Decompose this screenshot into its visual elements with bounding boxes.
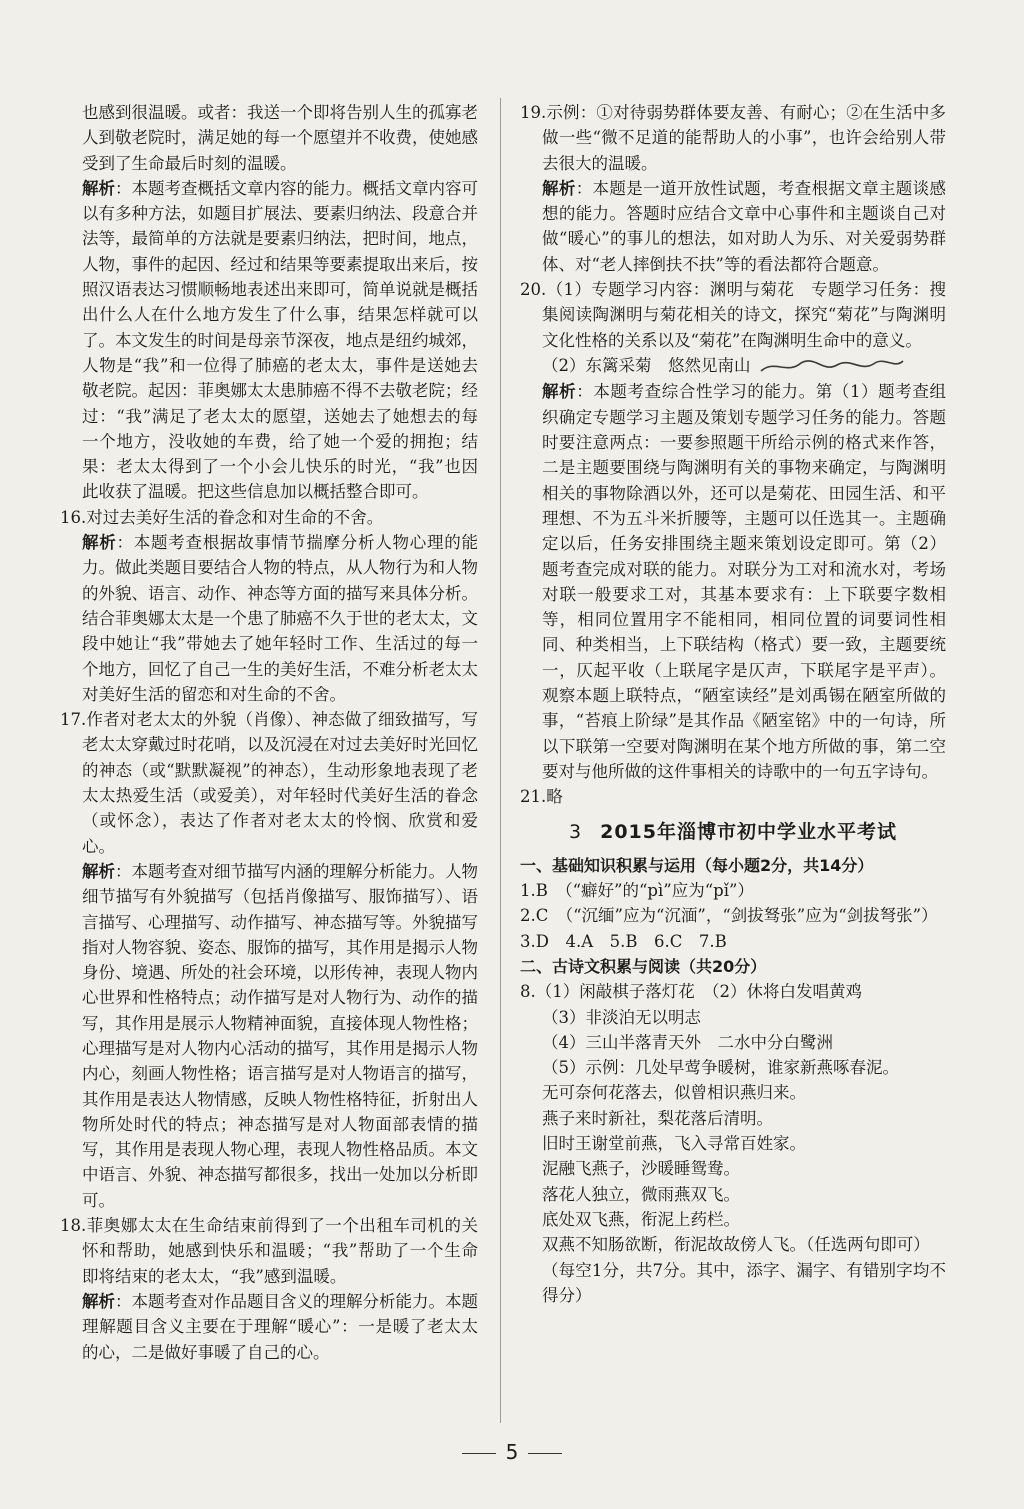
scoring-note: （每空1分，共7分。其中，添字、漏字、有错别字均不得分） [542, 1260, 946, 1305]
answer-8-5: （5）示例：几处早莺争暖树，谁家新燕啄春泥。 [542, 1058, 899, 1078]
poem-line: 落花人独立，微雨燕双飞。 [542, 1184, 740, 1204]
answer-20-part2: （2）东篱采菊 悠然见南山 [520, 353, 946, 380]
analysis-17: 解析：本题考查对细节描写内涵的理解分析能力。人物细节描写有外貌描写（包括肖像描写、服饰描写）、语言描写、心理描写、动作描写、神态描写等。外貌描写指对人物容貌、姿态、服饰的描写，其作用是揭示人物身份、境遇、所处的社会环境，以形传神，表现人物内心世界和性格特点；动作描写是对人物行为、动作的描写，其作用是展示人物精神面貌，直接体现人物性格；心理描写是对人物内心活动的描写，其作用是揭示人物内心，刻画人物性格；语言描写是对人物语言的描写，其作用是表达人物情感，反映人物性格特征，折射出人物所处时代的特点；神态描写是对人物面部表情的描写，其作用是表现人物心理，表现人物性格品质。本文中语言、外貌、神态描写都很多，找出一处加以分析即可。 [82, 861, 478, 1210]
analysis-label: 解析 [82, 861, 115, 881]
poem-line: 泥融飞燕子，沙暖睡鸳鸯。 [542, 1159, 740, 1179]
poem-line: 燕子来时新社，梨花落后清明。 [542, 1108, 773, 1128]
analysis-label: 解析 [82, 533, 117, 553]
page-footer [0, 1440, 1024, 1464]
section-title: 3 2015年淄博市初中学业水平考试 [569, 820, 897, 843]
handwritten-scribble-icon [757, 353, 907, 379]
analysis-label: 解析 [542, 382, 577, 402]
answer-18: 18.菲奥娜太太在生命结束前得到了一个出租车司机的关怀和帮助，她感到快乐和温暖；“我”帮助了一个生命即将结束的老太太，“我”感到温暖。 [60, 1216, 478, 1286]
answer-21: 21.略 [520, 787, 563, 807]
answer-8-1: 8.（1）闲敲棋子落灯花 （2）休将白发唱黄鸡 [520, 982, 862, 1002]
column-divider [500, 98, 501, 1423]
answer-16: 16.对过去美好生活的眷念和对生命的不舍。 [60, 507, 384, 527]
answer-19: 19.示例：①对待弱势群体要友善、有耐心；②在生活中多做一些“微不足道的能帮助人的小事”，也许会给别人带去很大的温暖。 [520, 103, 946, 173]
footer-dash [528, 1453, 562, 1454]
poem-line: 旧时王谢堂前燕，飞入寻常百姓家。 [542, 1134, 806, 1154]
answers-3-7: 3.D 4.A 5.B 6.C 7.B [520, 931, 727, 951]
analysis-16: 解析：本题考查根据故事情节揣摩分析人物心理的能力。做此类题目要结合人物的特点，从人物行为和人物的外貌、语言、动作、神态等方面的描写来具体分析。结合菲奥娜太太是一个患了肺癌不久于世的老太太，文段中她让“我”带她去了她年轻时工作、生活过的每一个地方，回忆了自己一生的美好生活，不难分析老太太对美好生活的留恋和对生命的不舍。 [82, 533, 478, 704]
answer-8-3: （3）非淡泊无以明志 [542, 1007, 701, 1027]
analysis-label: 解析 [542, 178, 576, 198]
answer-8-4: （4）三山半落青天外 二水中分白鹭洲 [542, 1032, 833, 1052]
analysis-15: 解析：本题考查概括文章内容的能力。概括文章内容可以有多种方法，如题目扩展法、要素归纳法、段意合并法等，最简单的方法就是要素归纳法，把时间，地点，人物，事件的起因、经过和结果等要素提取出来后，按照汉语表达习惯顺畅地表述出来即可，简单说就是概括出什么人在什么地方发生了什么事，结果怎样就可以了。本文发生的时间是母亲节深夜，地点是纽约城郊，人物是“我”和一位得了肺癌的老太太，事件是送她去敬老院。起因：菲奥娜太太患肺癌不得不去敬老院；经过：“我”满足了老太太的愿望，送她去了她想去的每一个地方，没收她的车费，给了她一个爱的拥抱；结果：老太太得到了一个小会儿快乐的时光，“我”也因此收获了温暖。把这些信息加以概括整合即可。 [82, 178, 478, 502]
analysis-label: 解析 [82, 178, 115, 198]
analysis-20: 解析：本题考查综合性学习的能力。第（1）题考查组织确定专题学习主题及策划专题学习任务的能力。答题时要注意两点：一要参照题干所给示例的格式来作答，二是主题要围绕与陶渊明有关的事物来确定，与陶渊明相关的事物除酒以外，还可以是菊花、田园生活、和平理想、不为五斗米折腰等，主题可以任选其一。主题确定以后，任务安排围绕主题来策划设定即可。第（2）题考查完成对联的能力。对联分为工对和流水对，考场对联一般要求工对，其基本要求有：上下联要字数相等，相同位置用字不能相同，相同位置的词要词性相同、种类相当，上下联结构（格式）要一致，主题要统一，仄起平收（上联尾字是仄声，下联尾字是平声）。观察本题上联特点，“陋室读经”是刘禹锡在陋室所做的事，“苔痕上阶绿”是其作品《陋室铭》中的一句诗，所以下联第一空要对陶渊明在某个地方所做的事，第二空要对与他所做的这件事相关的诗歌中的一句五字诗句。 [542, 382, 946, 781]
analysis-19: 解析：本题是一道开放性试题，考查根据文章主题谈感想的能力。答题时应结合文章中心事件和主题谈自己对做“暖心”的事儿的想法，如对助人为乐、对关爱弱势群体、对“老人摔倒扶不扶”等的看法都符合题意。 [542, 178, 947, 274]
part2-heading: 二、古诗文积累与阅读（共20分） [520, 957, 767, 976]
answer-2: 2.C （“沉缅”应为“沉湎”，“剑拔驽张”应为“剑拔弩张”） [520, 906, 938, 926]
answer-17: 17.作者对老太太的外貌（肖像）、神态做了细致描写，写老太太穿戴过时花哨，以及沉浸在对过去美好时光回忆的神态（或“默默凝视”的神态），生动形象地表现了老太太热爱生活（或爱美），对年轻时代美好生活的眷念（或怀念），表达了作者对老太太的怜悯、欣赏和爱心。 [60, 710, 478, 856]
analysis-18: 解析：本题考查对作品题目含义的理解分析能力。本题理解题目含义主要在于理解“暖心”：一是暖了老太太的心，二是做好事暖了自己的心。 [82, 1291, 478, 1362]
answer-20-part1: 20.（1）专题学习内容：渊明与菊花 专题学习任务：搜集阅读陶渊明与菊花相关的诗文，探究“菊花”与陶渊明文化性格的关系以及“菊花”在陶渊明生命中的意义。 [520, 280, 946, 350]
section-number: 3 [569, 820, 583, 843]
right-column [520, 100, 946, 1308]
analysis-label: 解析 [82, 1291, 115, 1311]
answer-continuation: 也感到很温暖。或者：我送一个即将告别人生的孤寡老人到敬老院时，满足她的每一个愿望并不收费，使她感受到了生命最后时刻的温暖。 [82, 103, 478, 173]
poem-line: 双燕不知肠欲断，衔泥故故傍人飞。（任选两句即可） [542, 1235, 930, 1255]
left-column [60, 100, 478, 1365]
answer-1: 1.B （“癖好”的“pì”应为“pǐ”） [520, 881, 754, 901]
footer-dash [462, 1453, 496, 1454]
poem-line: 无可奈何花落去，似曾相识燕归来。 [542, 1083, 806, 1103]
poem-line: 底处双飞燕，衔泥上药栏。 [542, 1209, 740, 1229]
page-number: 5 [505, 1440, 519, 1464]
part1-heading: 一、基础知识积累与运用（每小题2分，共14分） [520, 855, 874, 875]
